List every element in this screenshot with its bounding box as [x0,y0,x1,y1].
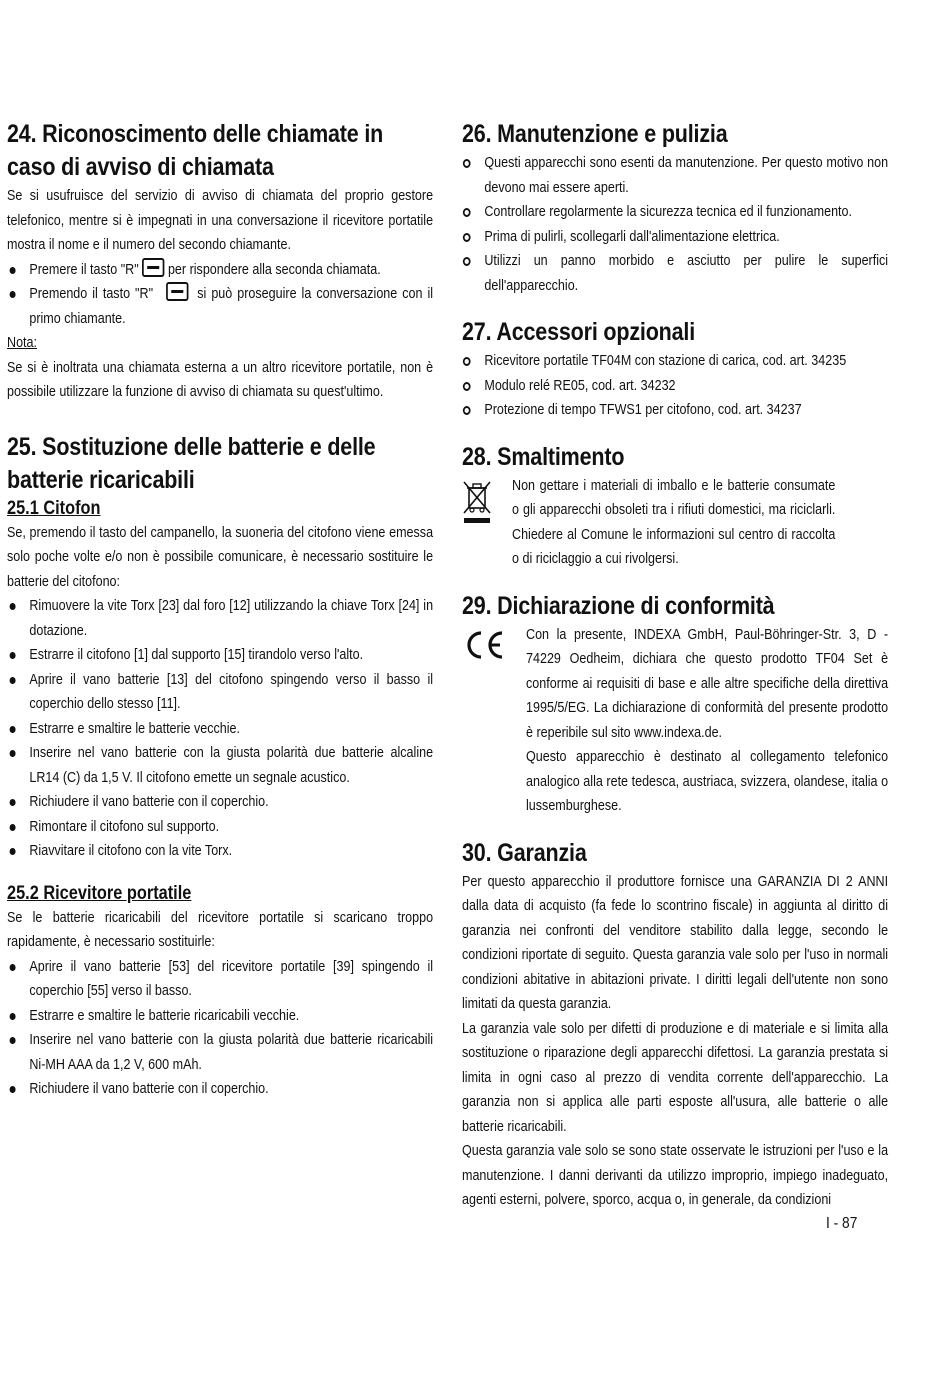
list-item [7,258,433,283]
r-key-text-after: per rispondere alla seconda chiamata. [167,261,381,278]
section-24-list [7,258,433,332]
section-25-title: 25. Sostituzione delle batterie e delle batterie ricaricabili [7,432,376,494]
section-27 [462,316,888,423]
list-item: Utilizzi un panno morbido e asciutto per pulire le superfici dell'apparecchio. [462,249,888,298]
section-24 [7,118,433,405]
section-29 [462,590,888,819]
left-column [7,118,433,1102]
subsection-25-1-list [7,594,433,864]
warranty-paragraph-3: Questa garanzia vale solo se sono state osservate le istruzioni per l'uso e la manutenzione. I danni derivanti da utilizzo improprio, impiego inadeguato, agenti esterni, polvere, sporco, acqua o, in generale, da condizioni [462,1143,889,1208]
section-29-title: 29. Dichiarazione di conformità [462,591,775,620]
section-24-title: 24. Riconoscimento delle chiamate in caso di avviso di chiamata [7,120,384,181]
r-key-icon [142,258,164,277]
section-26 [462,118,888,298]
subsection-25-1-title: 25.1 Citofon [7,497,101,519]
disposal-text: Non gettare i materiali di imballo e le batterie consumate o gli apparecchi obsoleti tra i rifiuti domestici, ma riciclarli. Chiedere al Comune le informazioni sul centro di raccolta o di riciclaggio a cui rivolgersi. [512,477,836,567]
list-item: Aprire il vano batterie [53] del ricevitore portatile [39] spingendo il coperchio [55] verso il basso. [7,955,433,1004]
subsection-25-2-title: 25.2 Ricevitore portatile [7,882,192,904]
warranty-paragraph-1: Per questo apparecchio il produttore fornisce una GARANZIA DI 2 ANNI dalla data di acquisto (fa fede lo scontrino fiscale) in aggiunta al diritto di garanzia nei confronti del venditore stabilito dalla legge, secondo le condizioni riportate di seguito. Questa garanzia vale solo per l'uso in normali condizioni abitative in abitazioni private. I diritti legali dell'utente non sono limitati da questa garanzia. [462,873,889,1012]
list-item: Rimontare il citofono sul supporto. [7,815,433,840]
right-column [462,118,888,1213]
warranty-paragraph-2: La garanzia vale solo per difetti di produzione e di materiale e si limita alla sostituzione o riparazione degli apparecchi difettosi. La garanzia prestata si limita in ogni caso al prezzo di vendita corrente dell'apparecchio. La garanzia non si applica alle parti esposte all'usura, alle batterie o alle batterie ricaricabili. [462,1020,889,1135]
section-26-list [462,151,888,298]
section-28 [462,441,888,572]
page-number: I - 87 [826,1215,858,1232]
section-30 [462,837,888,1213]
disposal-row [462,474,888,572]
list-item: Rimuovere la vite Torx [23] dal foro [12] utilizzando la chiave Torx [24] in dotazione. [7,594,433,643]
conformity-row [462,623,888,819]
note-label: Nota: [7,335,38,351]
conformity-text [526,623,888,819]
list-item: Aprire il vano batterie [13] del citofono spingendo verso il basso il coperchio dello stesso [11]. [7,668,433,717]
r-key-text-after: si può proseguire la conversazione con il primo chiamante. [29,286,434,327]
crossed-bin-icon [462,478,492,526]
r-key-text: Premere il tasto "R" [29,261,139,278]
section-25 [7,431,433,1102]
section-24-intro: Se si usufruisce del servizio di avviso di chiamata del proprio gestore telefonico, mentre si è impegnati in una conversazione il ricevitore portatile mostra il nome e il numero del secondo chiamante. [7,188,434,253]
section-28-title: 28. Smaltimento [462,442,625,471]
list-item: Questi apparecchi sono esenti da manutenzione. Per questo motivo non devono mai essere aperti. [462,151,888,200]
list-item: Modulo relé RE05, cod. art. 34232 [462,374,888,399]
list-item: Estrarre il citofono [1] dal supporto [15] tirandolo verso l'alto. [7,643,433,668]
subsection-25-2-list [7,955,433,1102]
list-item: Riavvitare il citofono con la vite Torx. [7,839,433,864]
r-key-icon [166,282,188,301]
section-26-title: 26. Manutenzione e pulizia [462,120,728,148]
subsection-25-1-intro: Se, premendo il tasto del campanello, la suoneria del citofono viene emessa solo poche volte e/o non è possibile comunicare, è necessario sostituire le batterie del citofono: [7,524,434,590]
list-item: Protezione di tempo TFWS1 per citofono, cod. art. 34237 [462,398,888,423]
section-27-list [462,349,888,423]
list-item: Richiudere il vano batterie con il coperchio. [7,790,433,815]
section-30-title: 30. Garanzia [462,838,587,867]
conformity-paragraph-2: Questo apparecchio è destinato al collegamento telefonico analogico alla rete tedesca, austriaca, svizzera, olandese, italia o lussemburghese. [526,749,889,814]
list-item: Controllare regolarmente la sicurezza tecnica ed il funzionamento. [462,200,888,225]
r-key-text: Premendo il tasto "R" [29,286,154,302]
list-item: Inserire nel vano batterie con la giusta polarità due batterie ricaricabili Ni-MH AAA da 1,2 V, 600 mAh. [7,1028,433,1077]
section-27-title: 27. Accessori opzionali [462,318,696,346]
list-item: Estrarre e smaltire le batterie ricaricabili vecchie. [7,1004,433,1029]
conformity-paragraph-1: Con la presente, INDEXA GmbH, Paul-Böhringer-Str. 3, D - 74229 Oedheim, dichiara che questo prodotto TF04 Set è conforme ai requisiti di base e alle altre specifiche della direttiva 1995/5/EG. La dichiarazione di conformità del presente prodotto è reperibile sul sito www.indexa.de. [526,626,889,741]
subsection-25-2-intro: Se le batterie ricaricabili del ricevitore portatile si scaricano troppo rapidamente, è necessario sostituirle: [7,909,434,950]
ce-mark-icon [462,629,506,661]
list-item: Ricevitore portatile TF04M con stazione di carica, cod. art. 34235 [462,349,888,374]
list-item [7,282,433,331]
list-item: Prima di pulirli, scollegarli dall'alimentazione elettrica. [462,225,888,250]
list-item: Estrarre e smaltire le batterie vecchie. [7,717,433,742]
list-item: Inserire nel vano batterie con la giusta polarità due batterie alcaline LR14 (C) da 1,5 V. Il citofono emette un segnale acustico. [7,741,433,790]
note-text: Se si è inoltrata una chiamata esterna a un altro ricevitore portatile, non è possibile utilizzare la funzione di avviso di chiamata su quest'ultimo. [7,359,434,400]
list-item: Richiudere il vano batterie con il coperchio. [7,1077,433,1102]
